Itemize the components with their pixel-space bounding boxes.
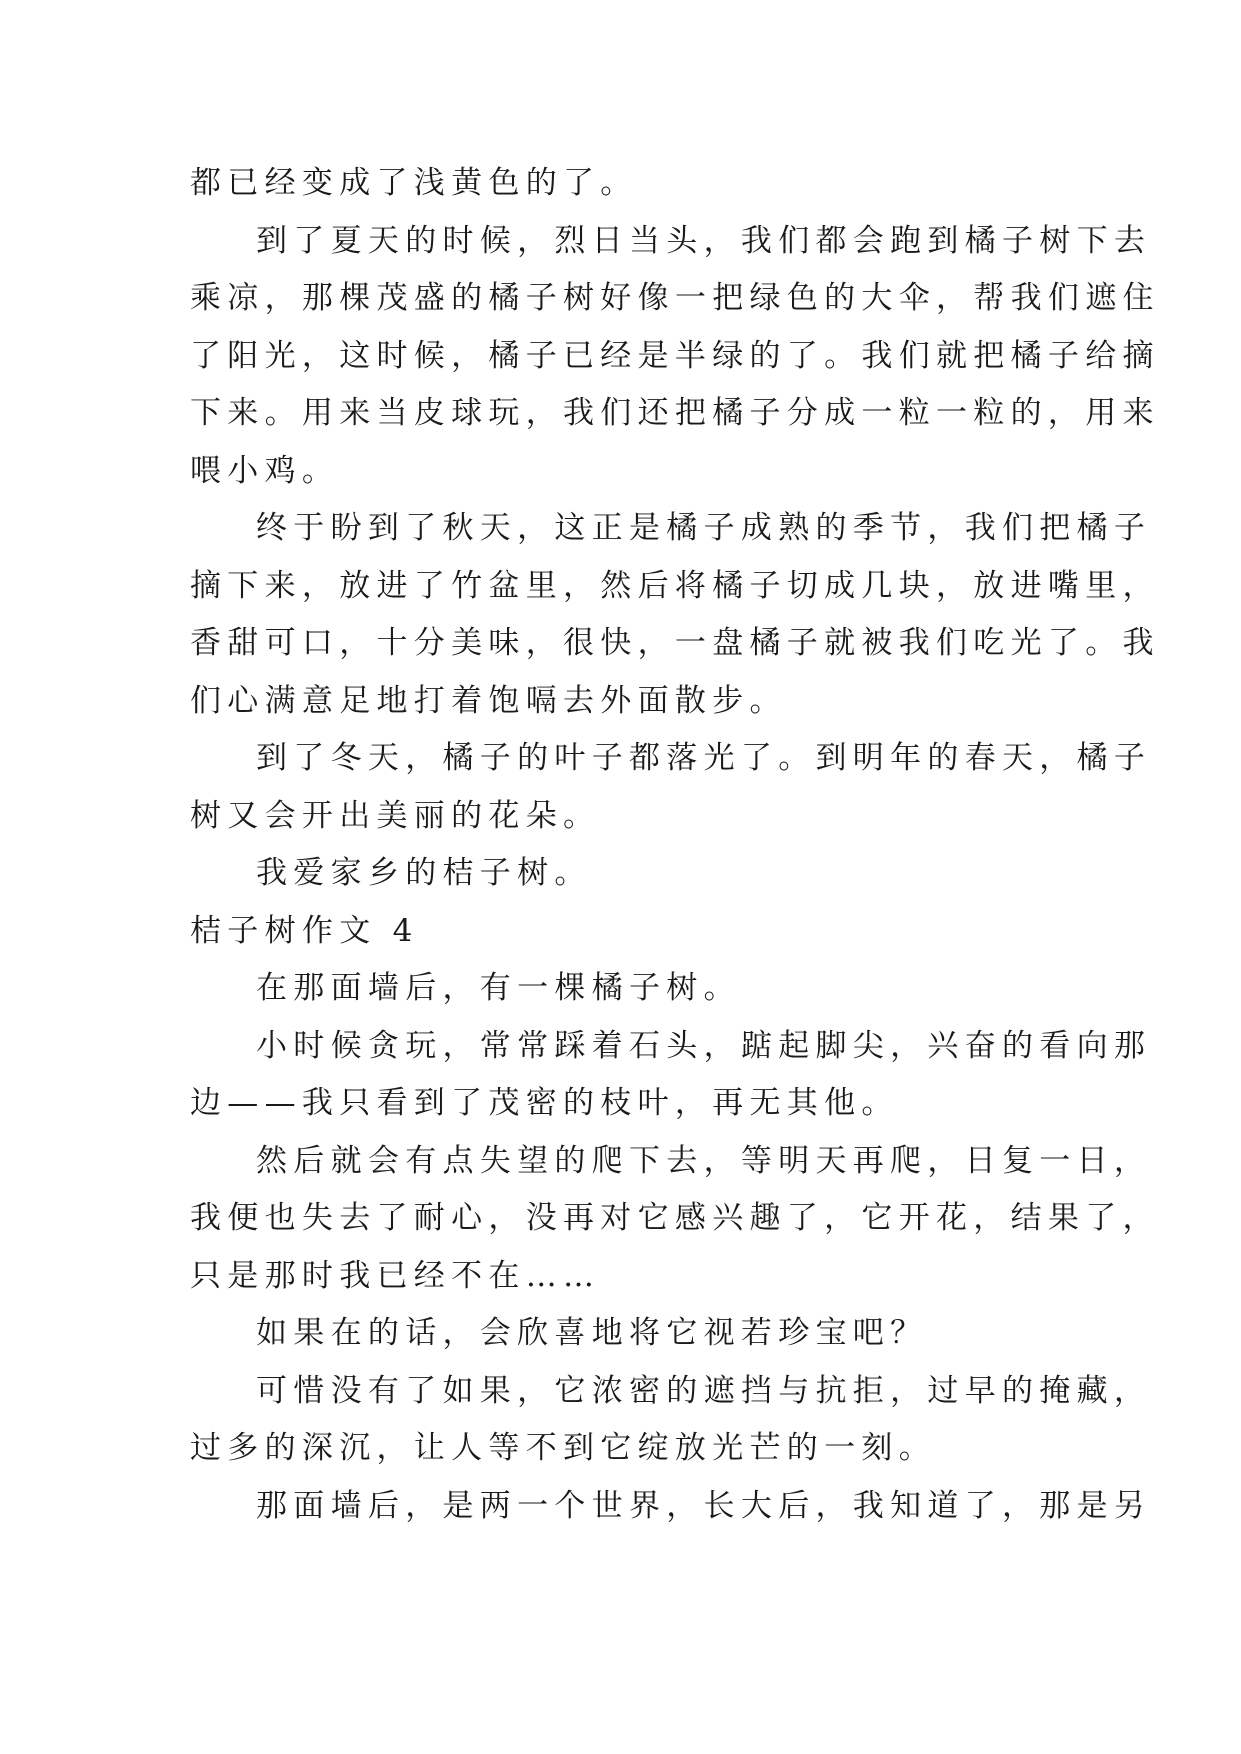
text-line: 我便也失去了耐心，没再对它感兴趣了，它开花，结果了， [190, 1200, 1160, 1236]
paragraph-start-line: 在那面墙后，有一棵橘子树。 [256, 970, 741, 1006]
text-line: 都已经变成了浅黄色的了。 [190, 165, 638, 201]
text-line: 摘下来，放进了竹盆里，然后将橘子切成几块，放进嘴里， [190, 567, 1160, 604]
text-line: 树又会开出美丽的花朵。 [190, 797, 601, 834]
text-line: 乘凉，那棵茂盛的橘子树好像一把绿色的大伞，帮我们遮住 [190, 280, 1160, 316]
text-line: 桔子树作文 4 [190, 912, 419, 949]
document-body [190, 155, 1160, 1535]
paragraph-start-line: 然后就会有点失望的爬下去，等明天再爬，日复一日， [256, 1142, 1152, 1179]
paragraph-start-line: 到了冬天，橘子的叶子都落光了。到明年的春天，橘子 [256, 740, 1152, 776]
text-line: 喂小鸡。 [190, 452, 340, 489]
text-line: 们心满意足地打着饱嗝去外面散步。 [190, 682, 787, 719]
paragraph-start-line: 如果在的话，会欣喜地将它视若珍宝吧？ [256, 1315, 928, 1351]
text-line: 边——我只看到了茂密的枝叶，再无其他。 [190, 1085, 899, 1121]
text-line: 过多的深沉，让人等不到它绽放光芒的一刻。 [190, 1430, 936, 1466]
paragraph-start-line: 到了夏天的时候，烈日当头，我们都会跑到橘子树下去 [256, 222, 1152, 259]
paragraph-start-line: 小时候贪玩，常常踩着石头，踮起脚尖，兴奋的看向那 [256, 1027, 1152, 1064]
paragraph-start-line: 我爱家乡的桔子树。 [256, 855, 592, 891]
paragraph-start-line: 可惜没有了如果，它浓密的遮挡与抗拒，过早的掩藏， [256, 1372, 1152, 1409]
text-line: 了阳光，这时候，橘子已经是半绿的了。我们就把橘子给摘 [190, 337, 1160, 374]
paragraph-start-line: 那面墙后，是两一个世界，长大后，我知道了，那是另 [256, 1487, 1152, 1524]
text-line: 只是那时我已经不在…… [190, 1257, 601, 1294]
text-line: 下来。用来当皮球玩，我们还把橘子分成一粒一粒的，用来 [190, 395, 1160, 431]
paragraph-start-line: 终于盼到了秋天，这正是橘子成熟的季节，我们把橘子 [256, 510, 1152, 546]
text-line: 香甜可口，十分美味，很快，一盘橘子就被我们吃光了。我 [190, 625, 1160, 661]
